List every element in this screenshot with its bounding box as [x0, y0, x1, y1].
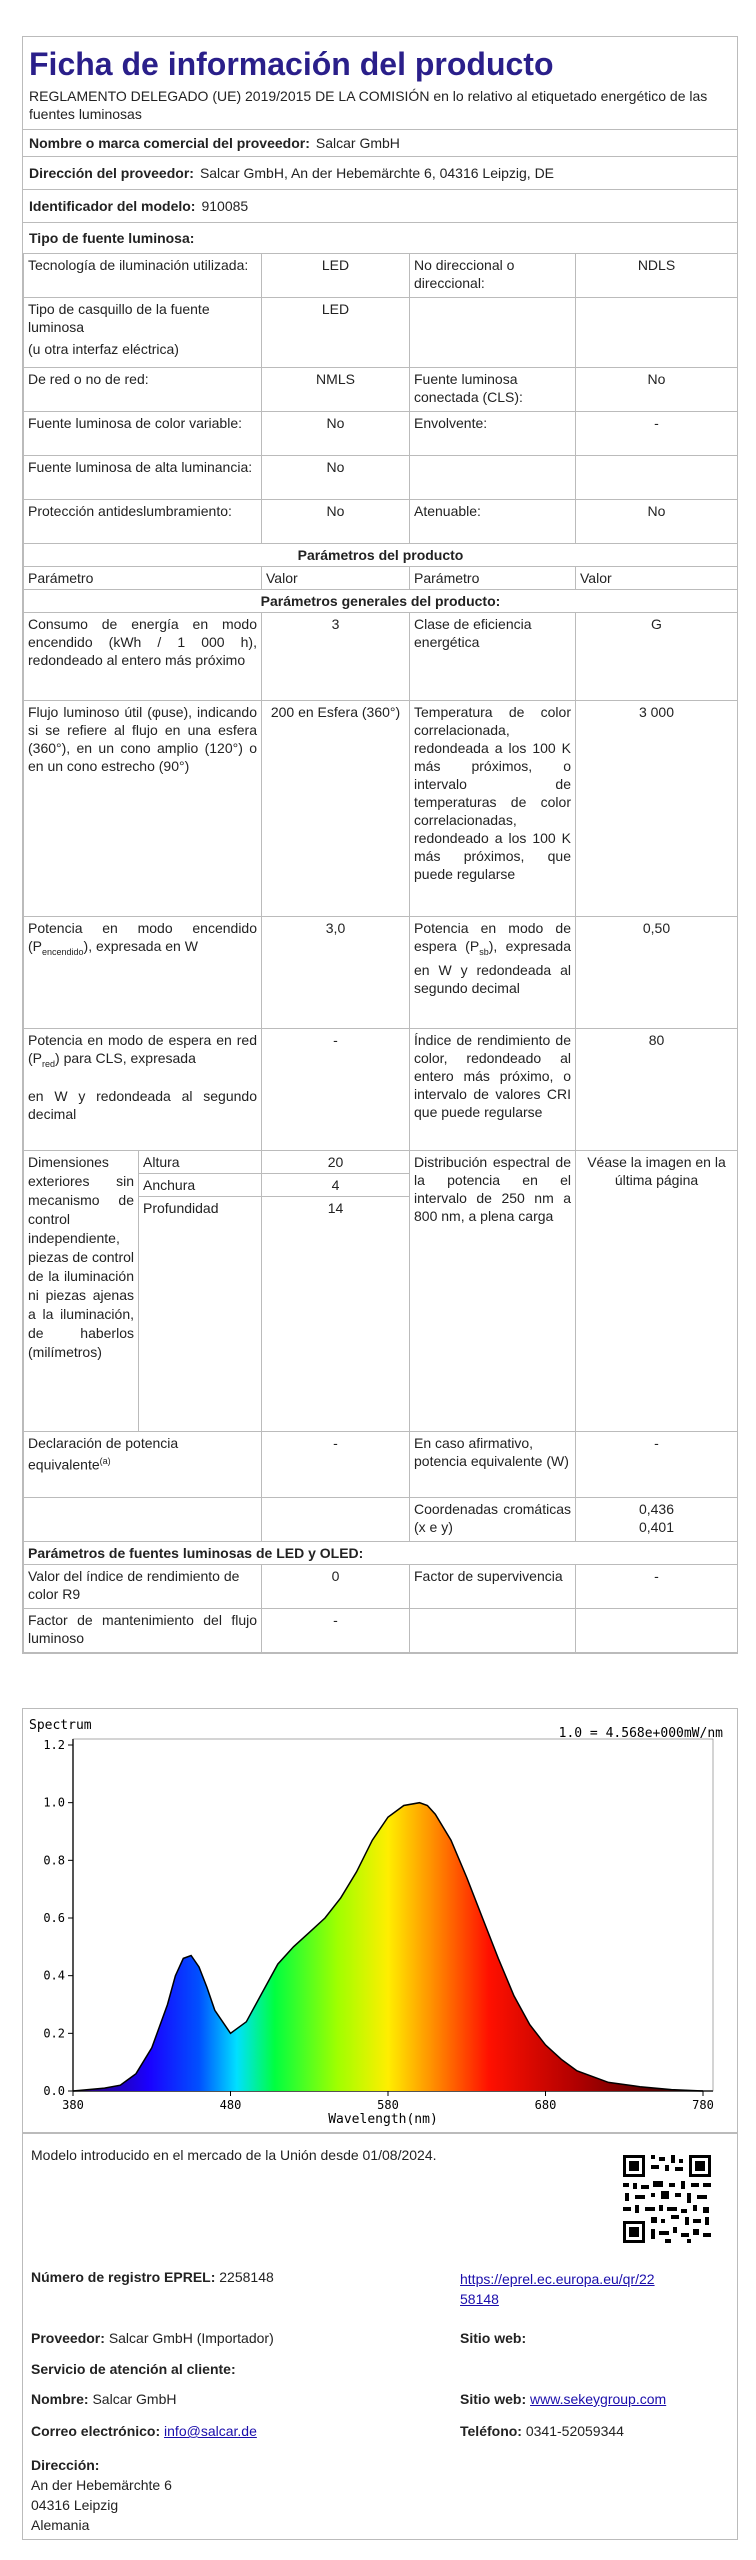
table-row [24, 1542, 738, 1565]
table-cell: - [576, 1565, 738, 1609]
supplier-address-row [23, 156, 737, 189]
table-cell: NMLS [262, 368, 410, 412]
text-subscript: encendido [42, 946, 84, 957]
table-row [24, 701, 738, 917]
column-header-param: Parámetro [24, 567, 262, 590]
table-cell [576, 456, 738, 500]
light-source-section [23, 222, 737, 253]
y-tick-label: 0.4 [43, 1968, 65, 1983]
address-line2: 04316 Leipzig [31, 2497, 119, 2513]
table-row [24, 1609, 738, 1653]
dim-height-label: Altura [143, 1154, 180, 1170]
spectrum-chart [22, 1708, 738, 2134]
x-tick-label: 380 [62, 2098, 84, 2112]
table-cell [576, 1609, 738, 1653]
table-row [24, 1151, 738, 1432]
text-part: Potencia en modo encendido (P [28, 920, 257, 954]
table-row [24, 1498, 738, 1542]
table-cell: NDLS [576, 254, 738, 298]
website-row [460, 2391, 666, 2407]
x-tick-label: 680 [534, 2098, 557, 2112]
table-cell: No [262, 500, 410, 544]
table-cell [24, 1432, 262, 1498]
general-params-heading: Parámetros generales del producto: [24, 590, 738, 613]
text-part: Potencia en modo de espera en red (P [28, 1032, 257, 1066]
email-link[interactable]: info@salcar.de [164, 2423, 257, 2439]
table-row [24, 456, 738, 500]
y-tick-label: 1.0 [43, 1795, 65, 1810]
name-label: Nombre: [31, 2391, 89, 2407]
table-cell [410, 1609, 576, 1653]
footer-info [22, 2132, 738, 2540]
spectrum-svg [23, 1709, 737, 2133]
dim-depth-value: 14 [262, 1196, 409, 1219]
text-part: ) para CLS, expresada [55, 1050, 196, 1066]
chart-xlabel: Wavelength(nm) [328, 2112, 438, 2127]
table-cell: No [576, 368, 738, 412]
table-cell: No [576, 500, 738, 544]
table-row [24, 368, 738, 412]
phone-value: 0341-52059344 [525, 2423, 624, 2439]
table-row [24, 917, 738, 1029]
chart-scale-note: 1.0 = 4.568e+000mW/nm [558, 1726, 723, 1741]
y-tick-label: 1.2 [43, 1738, 65, 1752]
table-cell: Protección antideslumbramiento: [24, 500, 262, 544]
spectrum-area [73, 1803, 703, 2091]
dimensions-values-cell [262, 1151, 410, 1432]
model-identifier-label: Identificador del modelo: [29, 198, 196, 214]
text-subscript: sb [479, 946, 489, 957]
table-cell [410, 917, 576, 1029]
dimensions-label: Dimensiones exteriores sin mecanismo de control independiente, piezas de control de la iluminación ni piezas ajenas a la iluminación, de haberlos (milímetros) [28, 1154, 134, 1360]
cap-type-note: (u otra interfaz eléctrica) [28, 341, 179, 357]
table-cell: Temperatura de color correlacionada, redondeada a los 100 K más próximos, o intervalo de temperaturas de color correlacionadas, redondeado a los 100 K más próximos, que puede regularse [410, 701, 576, 917]
table-cell: No [262, 456, 410, 500]
table-row [24, 1432, 738, 1498]
address-line3: Alemania [31, 2517, 90, 2533]
column-header-value-2: Valor [576, 567, 738, 590]
table-cell: 3,0 [262, 917, 410, 1029]
table-cell: En caso afirmativo, potencia equivalente (W) [410, 1432, 576, 1498]
eprel-row [31, 2269, 274, 2285]
address-block [31, 2455, 172, 2535]
phone-row [460, 2423, 624, 2439]
light-source-table [23, 253, 738, 1653]
service-label: Servicio de atención al cliente: [31, 2361, 236, 2377]
dim-height-value: 20 [327, 1154, 344, 1170]
table-row [24, 412, 738, 456]
light-source-section-title: Tipo de fuente luminosa: [29, 230, 195, 246]
table-cell: 3 000 [576, 701, 738, 917]
table-cell: Factor de mantenimiento del flujo luminoso [24, 1609, 262, 1653]
table-cell: Índice de rendimiento de color, redondeado al entero más próximo, o intervalo de valores CRI que puede regularse [410, 1029, 576, 1151]
model-identifier-value: 910085 [201, 198, 249, 214]
name-row [31, 2391, 176, 2407]
column-header-param-2: Parámetro [410, 567, 576, 590]
table-cell: No direccional o direccional: [410, 254, 576, 298]
table-row [24, 544, 738, 567]
cap-type-label: Tipo de casquillo de la fuente luminosa [28, 301, 210, 335]
table-cell: 0 [262, 1565, 410, 1609]
table-cell [24, 1498, 262, 1542]
table-cell [24, 298, 262, 368]
text-part: ), expresada en W [83, 938, 198, 954]
table-cell: Tecnología de iluminación utilizada: [24, 254, 262, 298]
table-cell: LED [262, 298, 410, 368]
chart-title: Spectrum [29, 1718, 92, 1733]
address-line1: An der Hebemärchte 6 [31, 2477, 172, 2493]
y-tick-label: 0.8 [43, 1853, 65, 1868]
phone-label: Teléfono: [460, 2423, 522, 2439]
table-cell: Flujo luminoso útil (φuse), indicando si se refiere al flujo en una esfera (360°), en un cono amplio (120°) o en un cono estrecho (90°) [24, 701, 262, 917]
page-title: Ficha de información del producto [29, 46, 554, 82]
table-cell: Envolvente: [410, 412, 576, 456]
table-cell [576, 1498, 738, 1542]
table-header-row [24, 567, 738, 590]
table-cell: Valor del índice de rendimiento de color R9 [24, 1565, 262, 1609]
dim-width-value: 4 [262, 1173, 409, 1196]
provider-value: Salcar GmbH (Importador) [108, 2330, 274, 2346]
eprel-link-line1[interactable]: https://eprel.ec.europa.eu/qr/22 [460, 2271, 655, 2287]
table-cell: Véase la imagen en la última página [576, 1151, 738, 1432]
table-cell [262, 1498, 410, 1542]
table-cell: - [262, 1609, 410, 1653]
text-part: Declaración de potencia equivalente [28, 1435, 179, 1473]
provider-label: Proveedor: [31, 2330, 105, 2346]
regulation-text: REGLAMENTO DELEGADO (UE) 2019/2015 DE LA COMISIÓN en lo relativo al etiquetado energético de las fuentes luminosas [29, 88, 708, 122]
column-header-value: Valor [262, 567, 410, 590]
eprel-value: 2258148 [219, 2269, 274, 2285]
table-cell: Consumo de energía en modo encendido (kWh / 1 000 h), redondeado al entero más próximo [24, 613, 262, 701]
product-information-sheet [22, 36, 738, 1654]
chromaticity-y: 0,401 [638, 1519, 675, 1535]
website-label-1-text: Sitio web: [460, 2330, 527, 2346]
qr-code-icon[interactable] [621, 2153, 713, 2245]
website-label-2: Sitio web: [460, 2391, 527, 2407]
table-cell [410, 298, 576, 368]
table-row [24, 254, 738, 298]
provider-row [31, 2330, 274, 2346]
supplier-name-row [23, 129, 737, 156]
service-heading [31, 2361, 236, 2377]
table-cell: 0,50 [576, 917, 738, 1029]
led-params-heading: Parámetros de fuentes luminosas de LED y OLED: [24, 1542, 738, 1565]
table-cell: - [576, 1432, 738, 1498]
table-cell [24, 1029, 262, 1151]
table-cell: Distribución espectral de la potencia en el intervalo de 250 nm a 800 nm, a plena carga [410, 1151, 576, 1432]
table-row [24, 613, 738, 701]
x-tick-label: 480 [219, 2098, 242, 2112]
email-row [31, 2423, 257, 2439]
table-cell [24, 917, 262, 1029]
market-text: Modelo introducido en el mercado de la Unión desde 01/08/2024. [31, 2147, 437, 2163]
table-cell: Coordenadas cromáticas (x e y) [410, 1498, 576, 1542]
table-row [24, 590, 738, 613]
table-cell: LED [262, 254, 410, 298]
supplier-address-label: Dirección del proveedor: [29, 165, 194, 181]
eprel-label: Número de registro EPREL: [31, 2269, 216, 2285]
text-subscript: red [42, 1058, 56, 1069]
model-identifier-row [23, 189, 737, 222]
table-cell: Clase de eficiencia energética [410, 613, 576, 701]
table-cell: - [262, 1432, 410, 1498]
table-cell [576, 298, 738, 368]
table-cell: Atenuable: [410, 500, 576, 544]
text-superscript: (a) [99, 1456, 111, 1466]
table-cell: G [576, 613, 738, 701]
y-tick-label: 0.0 [43, 2084, 65, 2098]
text-part: Potencia en modo de espera (P [414, 920, 571, 954]
name-value: Salcar GmbH [92, 2391, 177, 2407]
text-part: en W y redondeada al segundo decimal [28, 1087, 257, 1122]
y-tick-label: 0.2 [43, 2026, 65, 2041]
address-label: Dirección: [31, 2457, 100, 2473]
table-row [24, 298, 738, 368]
product-params-heading: Parámetros del producto [24, 544, 738, 567]
table-cell: Fuente luminosa de alta luminancia: [24, 456, 262, 500]
table-row [24, 500, 738, 544]
text-part: ), expresada en W y redondeada al segundo decimal [414, 938, 571, 996]
table-cell: 80 [576, 1029, 738, 1151]
table-cell [410, 456, 576, 500]
eprel-link-line2[interactable]: 58148 [460, 2291, 499, 2307]
table-cell: 3 [262, 613, 410, 701]
supplier-address-value: Salcar GmbH, An der Hebemärchte 6, 04316 Leipzig, DE [199, 165, 555, 181]
website-link[interactable]: www.sekeygroup.com [530, 2391, 667, 2407]
dim-width-label: Anchura [139, 1173, 261, 1196]
table-cell: De red o no de red: [24, 368, 262, 412]
dim-depth-label: Profundidad [139, 1196, 261, 1219]
chromaticity-x: 0,436 [638, 1501, 675, 1517]
y-tick-label: 0.6 [43, 1911, 65, 1925]
eprel-link[interactable] [460, 2269, 655, 2309]
table-row [24, 1029, 738, 1151]
table-cell: Factor de supervivencia [410, 1565, 576, 1609]
supplier-name-value: Salcar GmbH [315, 135, 400, 151]
table-cell: Fuente luminosa conectada (CLS): [410, 368, 576, 412]
website-label-1 [460, 2330, 526, 2346]
dimensions-cell [24, 1151, 262, 1432]
email-label: Correo electrónico: [31, 2423, 161, 2439]
table-row [24, 1565, 738, 1609]
x-tick-label: 780 [692, 2098, 714, 2112]
supplier-name-label: Nombre o marca comercial del proveedor: [29, 135, 310, 151]
table-cell: - [576, 412, 738, 456]
table-cell: - [262, 1029, 410, 1151]
table-cell: Fuente luminosa de color variable: [24, 412, 262, 456]
table-cell: No [262, 412, 410, 456]
x-tick-label: 580 [377, 2098, 399, 2112]
table-cell: 200 en Esfera (360°) [262, 701, 410, 917]
